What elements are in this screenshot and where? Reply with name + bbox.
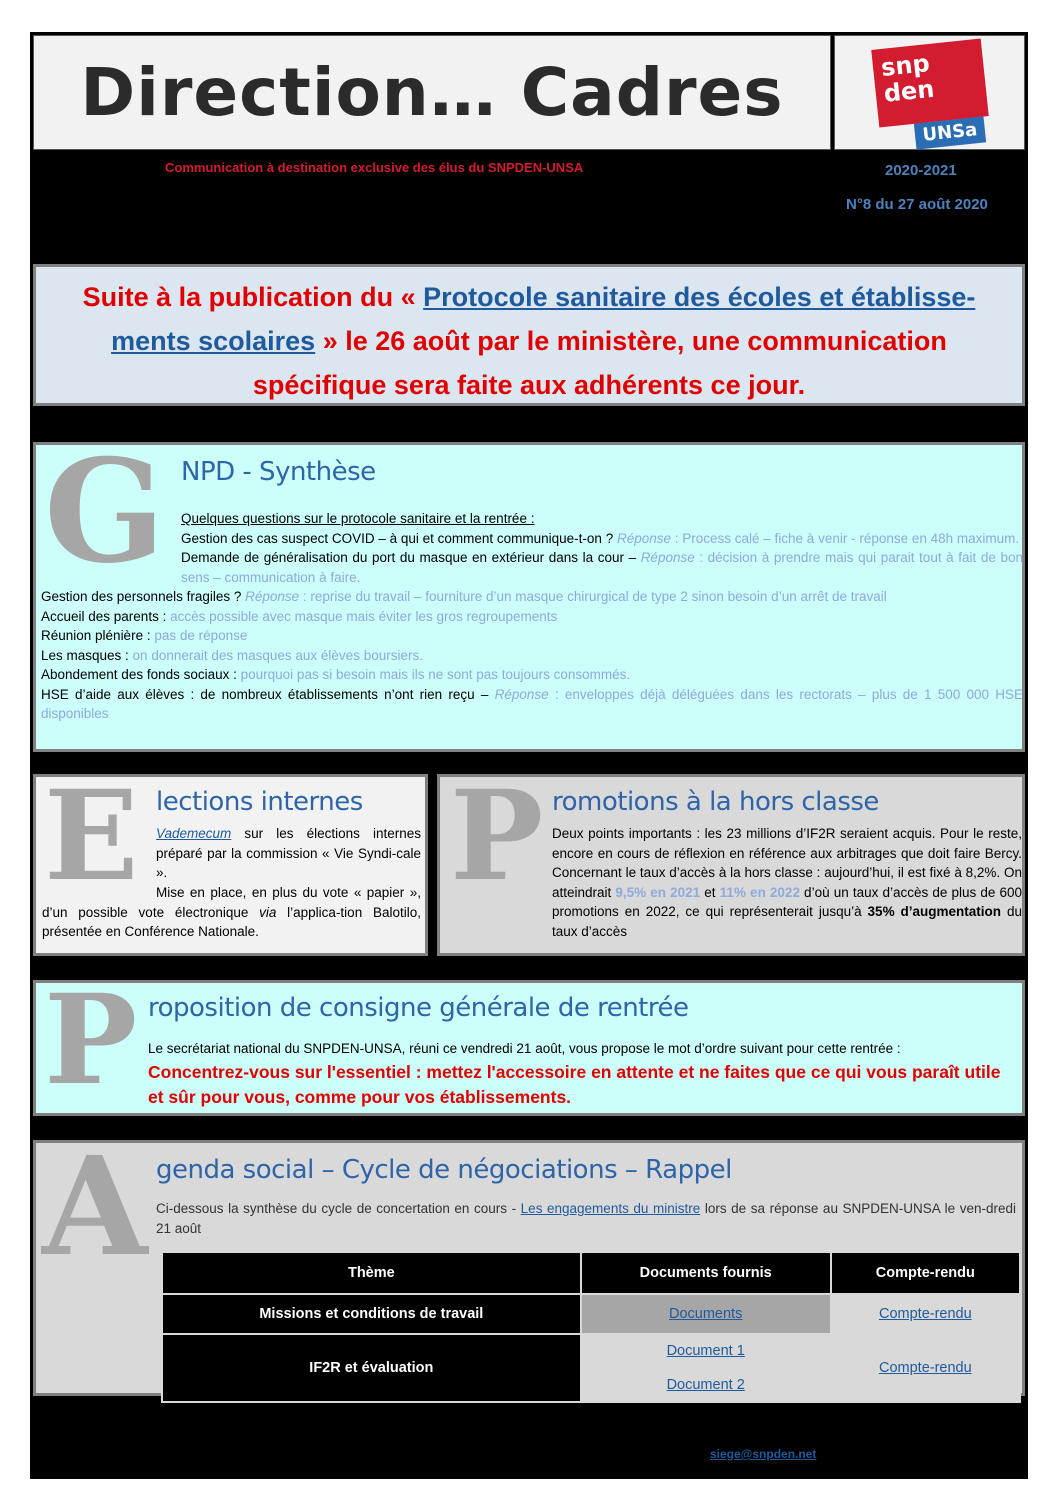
npd-section bbox=[33, 429, 1025, 752]
issue-number: N°8 du 27 août 2020 bbox=[846, 196, 988, 213]
dropcap-e: E bbox=[44, 764, 139, 909]
title-box bbox=[33, 35, 831, 150]
list-item: Demande de généralisation du port du masque en extérieur dans la cour – Réponse : décision à prendre mais qui parait tout à fait de bon sens – communication à faire. bbox=[181, 550, 1023, 585]
protocol-link[interactable]: Protocole sanitaire des écoles et établisse-ments scolaires bbox=[111, 282, 976, 356]
consigne-motto: Concentrez-vous sur l'essentiel : mettez l'accessoire en attente et ne faites que ce qui vous paraît utile et sûr pour vous, comme pour vos établissements. bbox=[148, 1062, 1001, 1107]
elections-body-2: Mise en place, en plus du vote « papier », d’un possible vote électronique via l’applica-tion Balotilo, présentée en Conférence Nationale. bbox=[42, 885, 421, 939]
documents-cell bbox=[581, 1334, 831, 1402]
list-item: Accueil des parents : accès possible avec masque mais éviter les gros regroupements bbox=[41, 608, 558, 624]
npd-body bbox=[41, 509, 1023, 724]
compte-rendu-cell bbox=[831, 1294, 1020, 1334]
documents-link[interactable]: Documents bbox=[669, 1306, 743, 1322]
compte-rendu-link[interactable]: Compte-rendu bbox=[878, 1360, 972, 1376]
dropcap-p: P bbox=[450, 764, 544, 909]
vademecum-link[interactable]: Vademecum bbox=[156, 826, 232, 841]
list-item: Gestion des cas suspect COVID – à qui et comment communique-t-on ? Réponse : Process calé – fiche à venir - réponse en 48h maximum. bbox=[181, 530, 1020, 546]
header-documents: Documents fournis bbox=[581, 1252, 831, 1294]
document-2-link[interactable]: Document 2 bbox=[666, 1377, 745, 1393]
communication-notice: Communication à destination exclusive des élus du SNPDEN-UNSA bbox=[165, 160, 584, 175]
logo-box bbox=[834, 35, 1025, 150]
dropcap-a: A bbox=[42, 1127, 148, 1287]
list-item: Abondement des fonds sociaux : pourquoi pas si besoin mais ils ne sont pas toujours consommés. bbox=[41, 667, 631, 682]
consigne-intro: Le secrétariat national du SNPDEN-UNSA, réuni ce vendredi 21 août, vous propose le mot d’ordre suivant pour cette rentrée : bbox=[148, 1041, 901, 1056]
dropcap-p2: P bbox=[44, 968, 138, 1113]
list-item: Les masques : on donnerait des masques aux élèves boursiers. bbox=[41, 647, 423, 663]
theme-cell: Missions et conditions de travail bbox=[162, 1294, 581, 1334]
table-row bbox=[162, 1294, 1020, 1334]
promotions-title: romotions à la hors classe bbox=[552, 787, 879, 817]
agenda-intro: Ci-dessous la synthèse du cycle de concertation en cours - Les engagements du ministre lors de sa réponse au SNPDEN-UNSA le ven-dredi 21 août bbox=[156, 1201, 1016, 1236]
agenda-title: genda social – Cycle de négociations – Rappel bbox=[156, 1155, 732, 1185]
table-header-row bbox=[162, 1252, 1020, 1294]
list-item: HSE d’aide aux élèves : de nombreux établissements n’ont rien reçu – Réponse : enveloppes déjà déléguées dans les rectorats – plus de 1 500 000 HSE disponibles bbox=[41, 686, 1024, 721]
unsa-logo: UNSa bbox=[914, 116, 986, 149]
theme-cell: IF2R et évaluation bbox=[162, 1334, 581, 1402]
page-title: Direction… Cadres bbox=[80, 54, 784, 131]
compte-rendu-link[interactable]: Compte-rendu bbox=[878, 1306, 972, 1322]
compte-rendu-cell bbox=[831, 1334, 1020, 1402]
engagements-link[interactable]: Les engagements du ministre bbox=[520, 1201, 701, 1216]
elections-body: Vademecum sur les élections internes préparé par la commission « Vie Syndi-cale ». bbox=[156, 826, 421, 880]
footer-email-link[interactable]: siege@snpden.net bbox=[710, 1447, 817, 1461]
header-compte-rendu: Compte-rendu bbox=[831, 1252, 1020, 1294]
dropcap-g: G bbox=[44, 429, 166, 595]
list-item: Réunion plénière : pas de réponse bbox=[41, 628, 248, 643]
elections-title: lections internes bbox=[156, 787, 363, 817]
header-theme: Thème bbox=[162, 1252, 581, 1294]
school-year: 2020-2021 bbox=[885, 162, 957, 179]
snpden-logo: snp den bbox=[871, 38, 989, 127]
elections-section bbox=[33, 764, 428, 956]
newsletter-page bbox=[30, 32, 1028, 1479]
protocol-banner: Suite à la publication du « Protocole sanitaire des écoles et établisse-ments scolaires » le 26 août par le ministère, une communication spécifique sera faite aux adhérents ce jour. bbox=[33, 264, 1025, 406]
promotions-body: Deux points importants : les 23 millions d’IF2R seraient acquis. Pour le reste, encore en cours de réflexion en référence aux arbitrages que doit faire Bercy. Concernant le taux d’accès à la hors classe : aujourd’hui, il est fixé à 8,2%. On atteindrait 9,5% en 2021 et 11% en 2022 d’où un taux d’accès de plus de 600 promotions en 2022, ce qui représenterait jusqu’à 35% d’augmentation du taux d’accès bbox=[552, 826, 1022, 939]
npd-intro: Quelques questions sur le protocole sanitaire et la rentrée : bbox=[181, 511, 535, 526]
promotions-section bbox=[437, 764, 1025, 956]
consigne-title: roposition de consigne générale de rentrée bbox=[148, 993, 689, 1023]
npd-title: NPD - Synthèse bbox=[181, 457, 376, 487]
agenda-table bbox=[161, 1251, 1021, 1403]
list-item: Gestion des personnels fragiles ? Réponse : reprise du travail – fourniture d’un masque chirurgical de type 2 sinon besoin d’un arrêt de travail bbox=[41, 589, 887, 604]
agenda-section bbox=[33, 1127, 1025, 1396]
documents-cell bbox=[581, 1294, 831, 1334]
document-1-link[interactable]: Document 1 bbox=[666, 1343, 745, 1359]
consigne-section bbox=[33, 968, 1025, 1116]
table-row bbox=[162, 1334, 1020, 1402]
